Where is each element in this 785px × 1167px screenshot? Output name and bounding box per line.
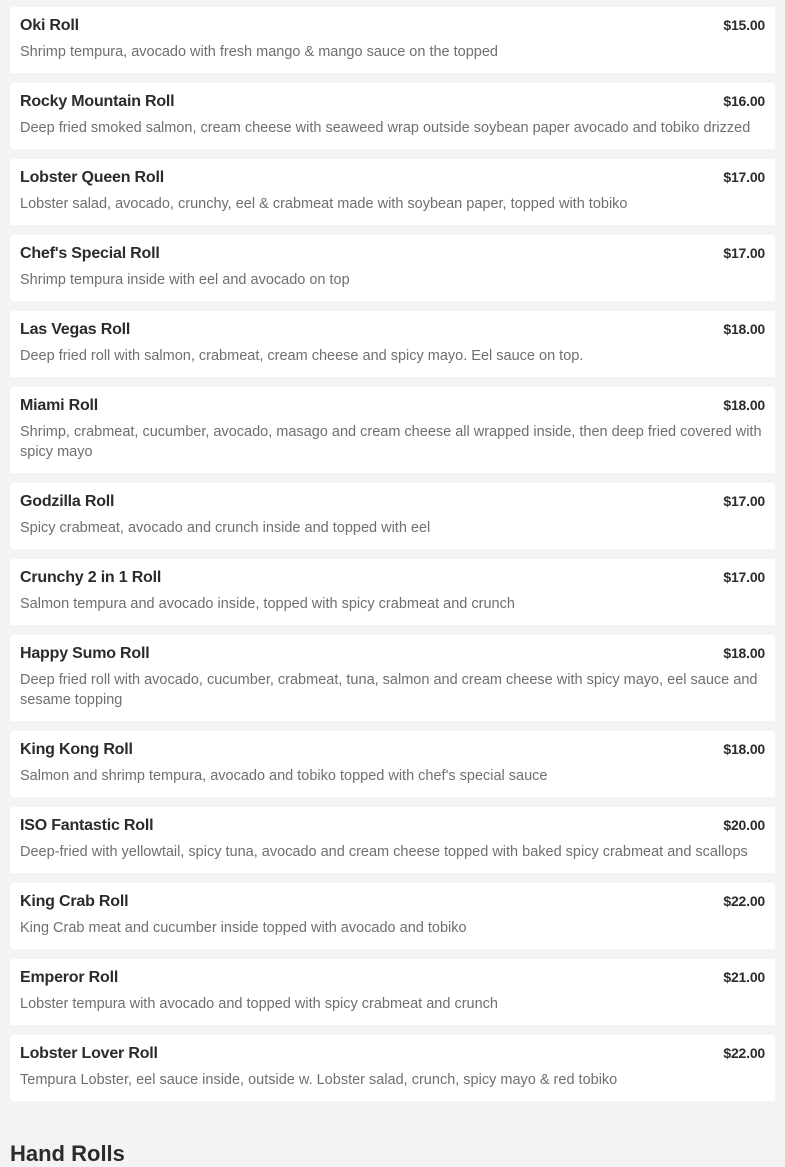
item-price: $21.00 (723, 969, 765, 985)
item-price: $22.00 (723, 893, 765, 909)
menu-item-oki-roll[interactable] (10, 7, 775, 73)
item-description: Salmon and shrimp tempura, avocado and tobiko topped with chef's special sauce (20, 768, 548, 784)
item-description: Shrimp tempura inside with eel and avocado on top (20, 272, 350, 288)
item-price: $17.00 (723, 493, 765, 509)
item-name: Emperor Roll (20, 969, 119, 986)
item-price: $22.00 (723, 1045, 765, 1061)
item-name: King Crab Roll (20, 893, 129, 910)
item-description: Lobster salad, avocado, crunchy, eel & crabmeat made with soybean paper, topped with tobiko (20, 196, 628, 212)
item-price: $18.00 (723, 645, 765, 661)
menu-item-list (10, 7, 775, 1111)
menu-item-happy-sumo-roll[interactable] (10, 635, 775, 721)
item-description: Deep fried smoked salmon, cream cheese with seaweed wrap outside soybean paper avocado and tobiko drizzed (20, 120, 751, 136)
item-name: Las Vegas Roll (20, 321, 131, 338)
item-name: King Kong Roll (20, 741, 133, 758)
menu-item-miami-roll[interactable] (10, 387, 775, 473)
item-description: Deep fried roll with salmon, crabmeat, cream cheese and spicy mayo. Eel sauce on top. (20, 348, 584, 364)
item-price: $17.00 (723, 569, 765, 585)
menu-item-king-crab-roll[interactable] (10, 883, 775, 949)
item-description: Shrimp, crabmeat, cucumber, avocado, masago and cream cheese all wrapped inside, then deep fried covered with spicy mayo (20, 424, 762, 460)
item-price: $16.00 (723, 93, 765, 109)
item-description: Lobster tempura with avocado and topped with spicy crabmeat and crunch (20, 996, 498, 1012)
item-description: Salmon tempura and avocado inside, topped with spicy crabmeat and crunch (20, 596, 515, 612)
menu-item-las-vegas-roll[interactable] (10, 311, 775, 377)
menu-item-chefs-special-roll[interactable] (10, 235, 775, 301)
item-price: $18.00 (723, 741, 765, 757)
item-name: Rocky Mountain Roll (20, 93, 175, 110)
item-price: $17.00 (723, 245, 765, 261)
item-name: ISO Fantastic Roll (20, 817, 154, 834)
item-price: $18.00 (723, 397, 765, 413)
item-description: Spicy crabmeat, avocado and crunch inside and topped with eel (20, 520, 431, 536)
menu-item-lobster-lover-roll[interactable] (10, 1035, 775, 1101)
menu-item-emperor-roll[interactable] (10, 959, 775, 1025)
item-name: Oki Roll (20, 17, 79, 34)
menu-item-king-kong-roll[interactable] (10, 731, 775, 797)
section-heading: Hand Rolls (10, 1141, 125, 1166)
item-name: Miami Roll (20, 397, 99, 414)
menu-item-godzilla-roll[interactable] (10, 483, 775, 549)
item-description: Deep fried roll with avocado, cucumber, crabmeat, tuna, salmon and cream cheese with spicy mayo, eel sauce and sesame topping (20, 672, 758, 708)
item-name: Lobster Queen Roll (20, 169, 164, 186)
item-price: $17.00 (723, 169, 765, 185)
item-price: $15.00 (723, 17, 765, 33)
item-description: Tempura Lobster, eel sauce inside, outside w. Lobster salad, crunch, spicy mayo & red tobiko (20, 1072, 618, 1088)
item-name: Crunchy 2 in 1 Roll (20, 569, 162, 586)
item-description: Deep-fried with yellowtail, spicy tuna, avocado and cream cheese topped with baked spicy crabmeat and scallops (20, 844, 748, 860)
item-name: Happy Sumo Roll (20, 645, 150, 662)
item-name: Chef's Special Roll (20, 245, 160, 262)
item-name: Lobster Lover Roll (20, 1045, 158, 1062)
menu-item-crunchy-2-in-1-roll[interactable] (10, 559, 775, 625)
item-name: Godzilla Roll (20, 493, 115, 510)
menu-item-rocky-mountain-roll[interactable] (10, 83, 775, 149)
item-description: King Crab meat and cucumber inside topped with avocado and tobiko (20, 920, 467, 936)
item-description: Shrimp tempura, avocado with fresh mango & mango sauce on the topped (20, 44, 498, 60)
item-price: $18.00 (723, 321, 765, 337)
menu-item-iso-fantastic-roll[interactable] (10, 807, 775, 873)
menu-item-lobster-queen-roll[interactable] (10, 159, 775, 225)
item-price: $20.00 (723, 817, 765, 833)
